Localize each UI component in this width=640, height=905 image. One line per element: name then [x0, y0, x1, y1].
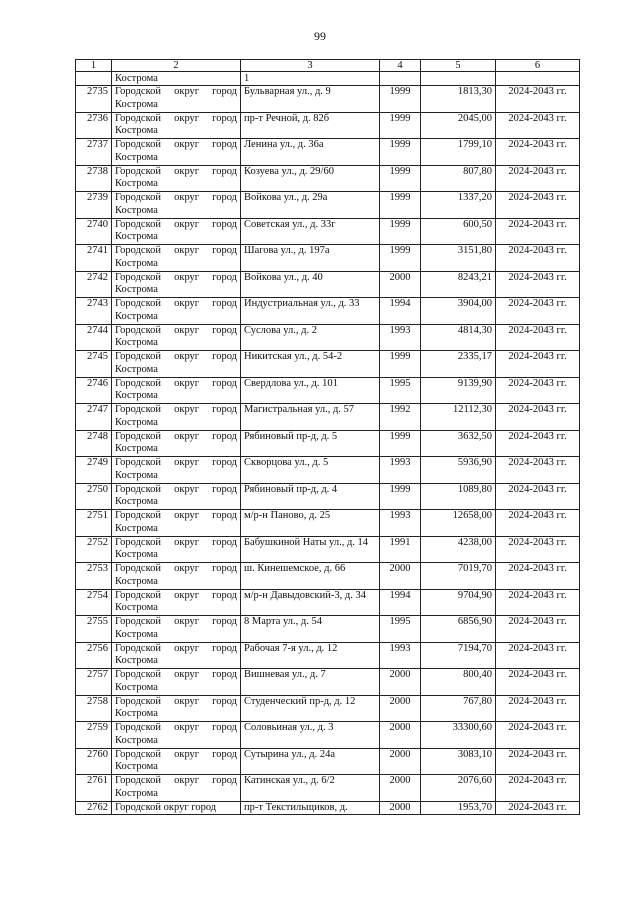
cell-year: 1994: [380, 589, 421, 616]
cell-year: 2000: [380, 722, 421, 749]
cell-municipality: Кострома: [112, 72, 241, 86]
register-table: [75, 59, 580, 815]
cell-area: 3904,00: [421, 298, 496, 325]
cell-period: 2024-2043 гг.: [496, 642, 580, 669]
cell-area: [421, 72, 496, 86]
cell-number: 2751: [76, 510, 112, 537]
cell-period: 2024-2043 гг.: [496, 695, 580, 722]
table-row: [76, 457, 580, 484]
cell-municipality: Городской округ город Кострома: [112, 457, 241, 484]
cell-address: Никитская ул., д. 54-2: [241, 351, 380, 378]
cell-number: 2745: [76, 351, 112, 378]
cell-municipality: Городской округ город Кострома: [112, 165, 241, 192]
cell-municipality: Городской округ город Кострома: [112, 86, 241, 113]
header-cell-2: 2: [112, 60, 241, 72]
cell-period: 2024-2043 гг.: [496, 457, 580, 484]
table-row: [76, 86, 580, 113]
cell-year: 1999: [380, 192, 421, 219]
header-cell-4: 4: [380, 60, 421, 72]
header-cell-5: 5: [421, 60, 496, 72]
cell-municipality: Городской округ город: [112, 801, 241, 814]
cell-year: 1999: [380, 483, 421, 510]
table-row: [76, 722, 580, 749]
cell-municipality: Городской округ город Кострома: [112, 192, 241, 219]
cell-number: 2752: [76, 536, 112, 563]
cell-address: Индустриальная ул., д. 33: [241, 298, 380, 325]
table-row: [76, 351, 580, 378]
cell-address: Рябиновый пр-д, д. 5: [241, 430, 380, 457]
table-row: [76, 748, 580, 775]
cell-area: 7194,70: [421, 642, 496, 669]
cell-number: 2748: [76, 430, 112, 457]
cell-number: 2744: [76, 324, 112, 351]
cell-period: 2024-2043 гг.: [496, 510, 580, 537]
cell-year: 1993: [380, 324, 421, 351]
cell-area: 1337,20: [421, 192, 496, 219]
cell-number: 2756: [76, 642, 112, 669]
cell-number: 2746: [76, 377, 112, 404]
cell-area: 3632,50: [421, 430, 496, 457]
cell-address: м/р-н Паново, д. 25: [241, 510, 380, 537]
cell-municipality: Городской округ город Кострома: [112, 112, 241, 139]
cell-municipality: Городской округ город Кострома: [112, 404, 241, 431]
cell-municipality: Городской округ город Кострома: [112, 616, 241, 643]
cell-municipality: Городской округ город Кострома: [112, 298, 241, 325]
table-row: [76, 483, 580, 510]
cell-municipality: Городской округ город Кострома: [112, 218, 241, 245]
cell-municipality: Городской округ город Кострома: [112, 483, 241, 510]
cell-municipality: Городской округ город Кострома: [112, 775, 241, 802]
cell-address: 8 Марта ул., д. 54: [241, 616, 380, 643]
cell-year: 1999: [380, 245, 421, 272]
table-row: [76, 404, 580, 431]
cell-number: 2747: [76, 404, 112, 431]
table-row: [76, 218, 580, 245]
cell-municipality: Городской округ город Кострома: [112, 748, 241, 775]
table-row: [76, 192, 580, 219]
cell-year: 2000: [380, 748, 421, 775]
table-row: [76, 324, 580, 351]
cell-municipality: Городской округ город Кострома: [112, 245, 241, 272]
cell-area: 5936,90: [421, 457, 496, 484]
cell-address: пр-т Речной, д. 82б: [241, 112, 380, 139]
cell-period: 2024-2043 гг.: [496, 563, 580, 590]
cell-year: 1995: [380, 377, 421, 404]
cell-year: 1993: [380, 457, 421, 484]
cell-period: 2024-2043 гг.: [496, 271, 580, 298]
header-cell-1: 1: [76, 60, 112, 72]
cell-municipality: Городской округ город Кострома: [112, 536, 241, 563]
cell-period: 2024-2043 гг.: [496, 245, 580, 272]
cell-year: 2000: [380, 563, 421, 590]
cell-area: 3083,10: [421, 748, 496, 775]
cell-area: 600,50: [421, 218, 496, 245]
cell-period: 2024-2043 гг.: [496, 324, 580, 351]
cell-year: 1999: [380, 165, 421, 192]
cell-number: 2755: [76, 616, 112, 643]
header-cell-6: 6: [496, 60, 580, 72]
table-row: [76, 510, 580, 537]
cell-number: 2738: [76, 165, 112, 192]
cell-area: 1799,10: [421, 139, 496, 166]
cell-year: 1999: [380, 112, 421, 139]
cell-year: 1999: [380, 351, 421, 378]
cell-year: 1995: [380, 616, 421, 643]
table-row: [76, 245, 580, 272]
cell-number: 2759: [76, 722, 112, 749]
continuation-row: [76, 72, 580, 86]
cell-period: 2024-2043 гг.: [496, 218, 580, 245]
cell-number: 2735: [76, 86, 112, 113]
cell-period: 2024-2043 гг.: [496, 192, 580, 219]
cell-number: 2754: [76, 589, 112, 616]
cell-year: 1994: [380, 298, 421, 325]
cell-municipality: Городской округ город Кострома: [112, 377, 241, 404]
cell-address: Суслова ул., д. 2: [241, 324, 380, 351]
cell-period: 2024-2043 гг.: [496, 377, 580, 404]
cell-address: Вишневая ул., д. 7: [241, 669, 380, 696]
cell-number: 2742: [76, 271, 112, 298]
cell-year: 2000: [380, 775, 421, 802]
table-row: [76, 695, 580, 722]
cell-area: 767,80: [421, 695, 496, 722]
cell-area: 800,40: [421, 669, 496, 696]
cell-period: 2024-2043 гг.: [496, 616, 580, 643]
cell-address: Свердлова ул., д. 101: [241, 377, 380, 404]
cell-area: 12658,00: [421, 510, 496, 537]
cell-period: 2024-2043 гг.: [496, 112, 580, 139]
cell-municipality: Городской округ город Кострома: [112, 722, 241, 749]
cell-period: 2024-2043 гг.: [496, 589, 580, 616]
cell-year: 1991: [380, 536, 421, 563]
cell-number: 2740: [76, 218, 112, 245]
cell-area: 3151,80: [421, 245, 496, 272]
cell-address: Войкова ул., д. 40: [241, 271, 380, 298]
cell-area: 807,80: [421, 165, 496, 192]
table-row: [76, 801, 580, 814]
cell-address: Войкова ул., д. 29а: [241, 192, 380, 219]
cell-address: Шагова ул., д. 197а: [241, 245, 380, 272]
cell-period: 2024-2043 гг.: [496, 536, 580, 563]
cell-address: Бабушкиной Наты ул., д. 14: [241, 536, 380, 563]
cell-area: 1089,80: [421, 483, 496, 510]
cell-period: 2024-2043 гг.: [496, 430, 580, 457]
cell-address: Студенческий пр-д, д. 12: [241, 695, 380, 722]
table-row: [76, 430, 580, 457]
cell-municipality: Городской округ город Кострома: [112, 695, 241, 722]
cell-area: 12112,30: [421, 404, 496, 431]
cell-number: 2739: [76, 192, 112, 219]
cell-address: Козуева ул., д. 29/60: [241, 165, 380, 192]
cell-number: 2761: [76, 775, 112, 802]
cell-area: 6856,90: [421, 616, 496, 643]
cell-municipality: Городской округ город Кострома: [112, 563, 241, 590]
cell-number: 2736: [76, 112, 112, 139]
cell-municipality: Городской округ город Кострома: [112, 324, 241, 351]
cell-year: 1999: [380, 86, 421, 113]
table-row: [76, 642, 580, 669]
cell-period: 2024-2043 гг.: [496, 722, 580, 749]
cell-address: пр-т Текстильщиков, д.: [241, 801, 380, 814]
cell-address: Ленина ул., д. 36а: [241, 139, 380, 166]
cell-area: 1813,30: [421, 86, 496, 113]
cell-number: 2743: [76, 298, 112, 325]
cell-area: 2335,17: [421, 351, 496, 378]
table-row: [76, 536, 580, 563]
cell-municipality: Городской округ город Кострома: [112, 642, 241, 669]
cell-municipality: Городской округ город Кострома: [112, 669, 241, 696]
cell-municipality: Городской округ город Кострома: [112, 510, 241, 537]
table-row: [76, 775, 580, 802]
cell-period: 2024-2043 гг.: [496, 483, 580, 510]
cell-municipality: Городской округ город Кострома: [112, 589, 241, 616]
cell-number: 2750: [76, 483, 112, 510]
cell-municipality: Городской округ город Кострома: [112, 351, 241, 378]
cell-year: 1999: [380, 218, 421, 245]
cell-number: 2749: [76, 457, 112, 484]
table-row: [76, 271, 580, 298]
cell-address: Скворцова ул., д. 5: [241, 457, 380, 484]
page-number: 99: [314, 29, 326, 43]
table-row: [76, 616, 580, 643]
cell-address: Катинская ул., д. 6/2: [241, 775, 380, 802]
cell-area: 33300,60: [421, 722, 496, 749]
cell-address: Соловьиная ул., д. 3: [241, 722, 380, 749]
cell-address: Магистральная ул., д. 57: [241, 404, 380, 431]
cell-period: 2024-2043 гг.: [496, 775, 580, 802]
cell-period: 2024-2043 гг.: [496, 351, 580, 378]
cell-area: 9139,90: [421, 377, 496, 404]
cell-address: м/р-н Давыдовский-3, д. 34: [241, 589, 380, 616]
cell-number: [76, 72, 112, 86]
cell-address: 1: [241, 72, 380, 86]
cell-number: 2753: [76, 563, 112, 590]
table-row: [76, 139, 580, 166]
cell-address: Рябиновый пр-д, д. 4: [241, 483, 380, 510]
cell-address: Бульварная ул., д. 9: [241, 86, 380, 113]
cell-area: 9704,90: [421, 589, 496, 616]
cell-year: 1992: [380, 404, 421, 431]
cell-area: 8243,21: [421, 271, 496, 298]
cell-address: Сутырина ул., д. 24а: [241, 748, 380, 775]
cell-year: 1999: [380, 430, 421, 457]
table-row: [76, 377, 580, 404]
cell-period: 2024-2043 гг.: [496, 165, 580, 192]
cell-period: 2024-2043 гг.: [496, 404, 580, 431]
cell-period: 2024-2043 гг.: [496, 669, 580, 696]
cell-number: 2737: [76, 139, 112, 166]
cell-number: 2757: [76, 669, 112, 696]
cell-number: 2758: [76, 695, 112, 722]
cell-number: 2762: [76, 801, 112, 814]
cell-period: [496, 72, 580, 86]
header-cell-3: 3: [241, 60, 380, 72]
cell-period: 2024-2043 гг.: [496, 748, 580, 775]
cell-period: 2024-2043 гг.: [496, 139, 580, 166]
cell-area: 7019,70: [421, 563, 496, 590]
cell-area: 4814,30: [421, 324, 496, 351]
cell-municipality: Городской округ город Кострома: [112, 139, 241, 166]
table-row: [76, 165, 580, 192]
cell-area: 1953,70: [421, 801, 496, 814]
cell-year: 2000: [380, 695, 421, 722]
cell-address: Советская ул., д. 33г: [241, 218, 380, 245]
cell-year: 1999: [380, 139, 421, 166]
cell-municipality: Городской округ город Кострома: [112, 430, 241, 457]
cell-year: 2000: [380, 271, 421, 298]
cell-number: 2741: [76, 245, 112, 272]
cell-year: 2000: [380, 801, 421, 814]
cell-address: ш. Кинешемское, д. 66: [241, 563, 380, 590]
cell-year: 1993: [380, 510, 421, 537]
cell-area: 2076,60: [421, 775, 496, 802]
table-row: [76, 669, 580, 696]
cell-municipality: Городской округ город Кострома: [112, 271, 241, 298]
header-row: [76, 60, 580, 72]
cell-address: Рабочая 7-я ул., д. 12: [241, 642, 380, 669]
cell-area: 4238,00: [421, 536, 496, 563]
cell-year: 1993: [380, 642, 421, 669]
table-row: [76, 112, 580, 139]
cell-area: 2045,00: [421, 112, 496, 139]
table-row: [76, 563, 580, 590]
cell-period: 2024-2043 гг.: [496, 801, 580, 814]
table-row: [76, 298, 580, 325]
cell-year: [380, 72, 421, 86]
cell-year: 2000: [380, 669, 421, 696]
cell-number: 2760: [76, 748, 112, 775]
table-row: [76, 589, 580, 616]
cell-period: 2024-2043 гг.: [496, 86, 580, 113]
cell-period: 2024-2043 гг.: [496, 298, 580, 325]
